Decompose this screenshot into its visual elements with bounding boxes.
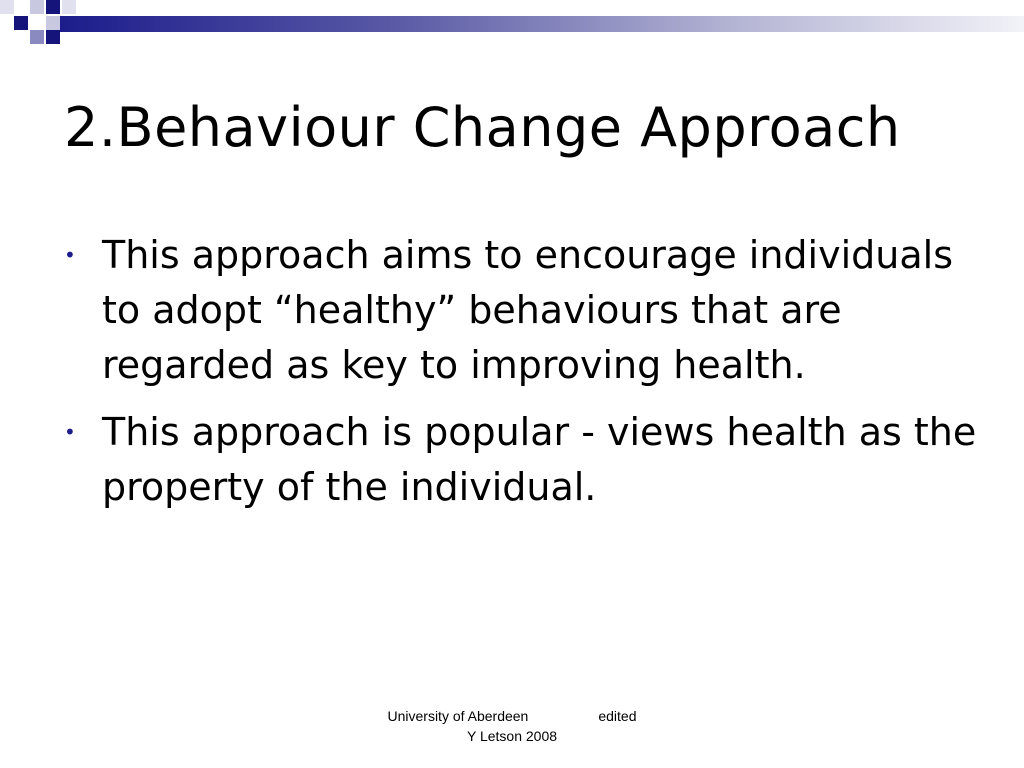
decor-square [62, 0, 76, 14]
decor-square [46, 30, 60, 44]
bullet-dot-icon: • [64, 420, 76, 444]
bullet-list [60, 228, 980, 527]
footer-edited: edited [598, 708, 637, 724]
decor-square [14, 16, 28, 30]
bullet-dot-icon: • [64, 243, 76, 267]
decor-square [30, 30, 44, 44]
footer-institution: University of Aberdeen [387, 708, 529, 724]
slide-title: 2.Behaviour Change Approach [64, 96, 901, 159]
footer-line [0, 706, 1024, 726]
bullet-item [60, 405, 980, 515]
decor-square [0, 0, 14, 14]
bullet-text: This approach aims to encourage individuals to adopt “healthy” behaviours that are regarded as key to improving health. [102, 233, 953, 387]
bullet-text: This approach is popular - views health as the property of the individual. [102, 410, 977, 509]
decor-square [30, 0, 44, 14]
header-gradient-bar [60, 16, 1024, 32]
header-decoration [0, 0, 1024, 44]
bullet-item [60, 228, 980, 393]
decor-square [46, 0, 60, 14]
footer-author: Y Letson 2008 [466, 728, 558, 744]
decor-square [46, 16, 60, 30]
slide-footer [0, 706, 1024, 746]
